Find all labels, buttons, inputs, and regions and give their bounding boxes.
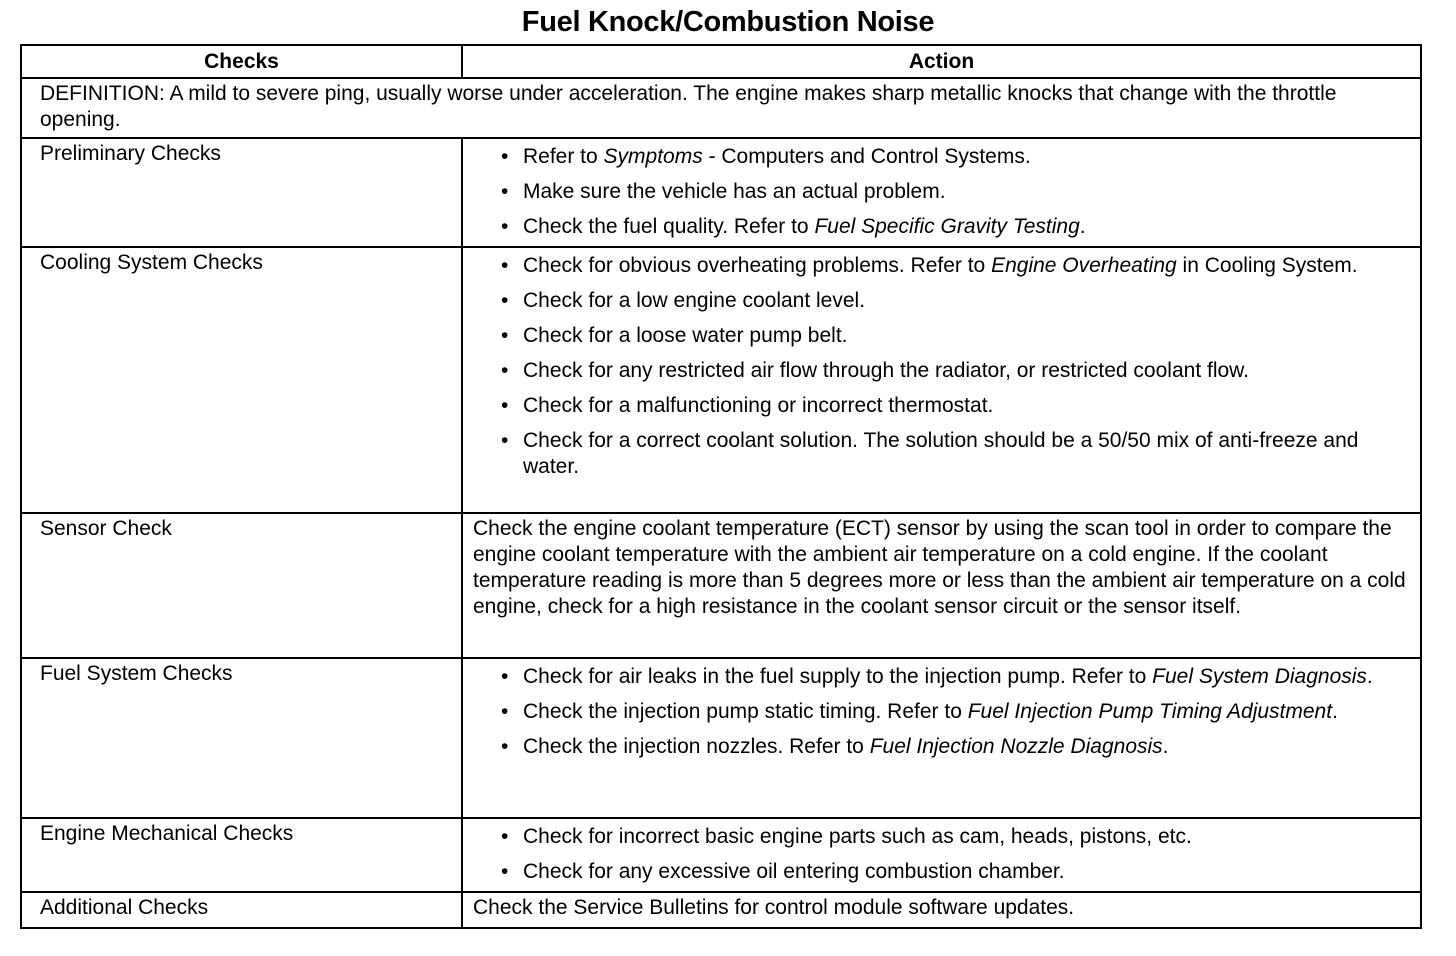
reference-link: Fuel Injection Pump Timing Adjustment (967, 700, 1333, 723)
diagnostic-table (20, 44, 1422, 929)
reference-link: Fuel Specific Gravity Testing (814, 215, 1080, 238)
list-item: • Check for a correct coolant solution. The solution should be a 50/50 mix of anti-freeze and water. (501, 428, 1410, 480)
check-label: Preliminary Checks (21, 138, 462, 247)
table-row (21, 892, 1421, 928)
list-item: • Check for a loose water pump belt. (501, 323, 1410, 349)
table-row (21, 658, 1421, 818)
action-list (473, 253, 1410, 480)
list-item: • Check the injection pump static timing. Refer to Fuel Injection Pump Timing Adjustment. (501, 699, 1410, 725)
check-label: Additional Checks (21, 892, 462, 928)
reference-link: Fuel System Diagnosis (1152, 665, 1367, 688)
table-row (21, 138, 1421, 247)
action-cell (462, 138, 1421, 247)
action-cell (462, 658, 1421, 818)
check-label: Fuel System Checks (21, 658, 462, 818)
list-item: • Check for a low engine coolant level. (501, 288, 1410, 314)
checks-column-header: Checks (21, 45, 462, 78)
list-item: • Refer to Symptoms - Computers and Control Systems. (501, 144, 1410, 170)
action-paragraph: Check the Service Bulletins for control module software updates. (462, 892, 1421, 928)
list-item: • Check for any restricted air flow through the radiator, or restricted coolant flow. (501, 358, 1410, 384)
action-cell (462, 818, 1421, 892)
list-item: • Check for air leaks in the fuel supply to the injection pump. Refer to Fuel System Diagnosis. (501, 664, 1410, 690)
check-label: Engine Mechanical Checks (21, 818, 462, 892)
page-title: Fuel Knock/Combustion Noise (521, 6, 935, 38)
action-list (473, 144, 1410, 240)
table-row (21, 513, 1421, 658)
table-row (21, 818, 1421, 892)
check-label: Cooling System Checks (21, 247, 462, 513)
reference-link: Engine Overheating (991, 254, 1177, 277)
action-list (473, 824, 1410, 885)
list-item: • Check the injection nozzles. Refer to Fuel Injection Nozzle Diagnosis. (501, 734, 1410, 760)
list-item: • Check for obvious overheating problems. Refer to Engine Overheating in Cooling System. (501, 253, 1410, 279)
definition-row (21, 78, 1421, 138)
list-item: • Check the fuel quality. Refer to Fuel Specific Gravity Testing. (501, 214, 1410, 240)
reference-link: Symptoms (603, 145, 703, 168)
check-label: Sensor Check (21, 513, 462, 658)
action-paragraph: Check the engine coolant temperature (ECT) sensor by using the scan tool in order to compare the engine coolant temperature with the ambient air temperature on a cold engine. If the coolant temperature reading is more than 5 degrees more or less than the ambient air temperature on a cold engine, check for a high resistance in the coolant sensor circuit or the sensor itself. (462, 513, 1421, 658)
action-cell (462, 247, 1421, 513)
reference-link: Fuel Injection Nozzle Diagnosis (869, 735, 1163, 758)
action-column-header: Action (462, 45, 1421, 78)
list-item: • Check for incorrect basic engine parts such as cam, heads, pistons, etc. (501, 824, 1410, 850)
definition-text: DEFINITION: A mild to severe ping, usually worse under acceleration. The engine makes sharp metallic knocks that change with the throttle opening. (21, 78, 1421, 138)
list-item: • Check for any excessive oil entering combustion chamber. (501, 859, 1410, 885)
table-row (21, 247, 1421, 513)
action-list (473, 664, 1410, 760)
list-item: • Make sure the vehicle has an actual problem. (501, 179, 1410, 205)
list-item: • Check for a malfunctioning or incorrect thermostat. (501, 393, 1410, 419)
header-row (21, 45, 1421, 78)
